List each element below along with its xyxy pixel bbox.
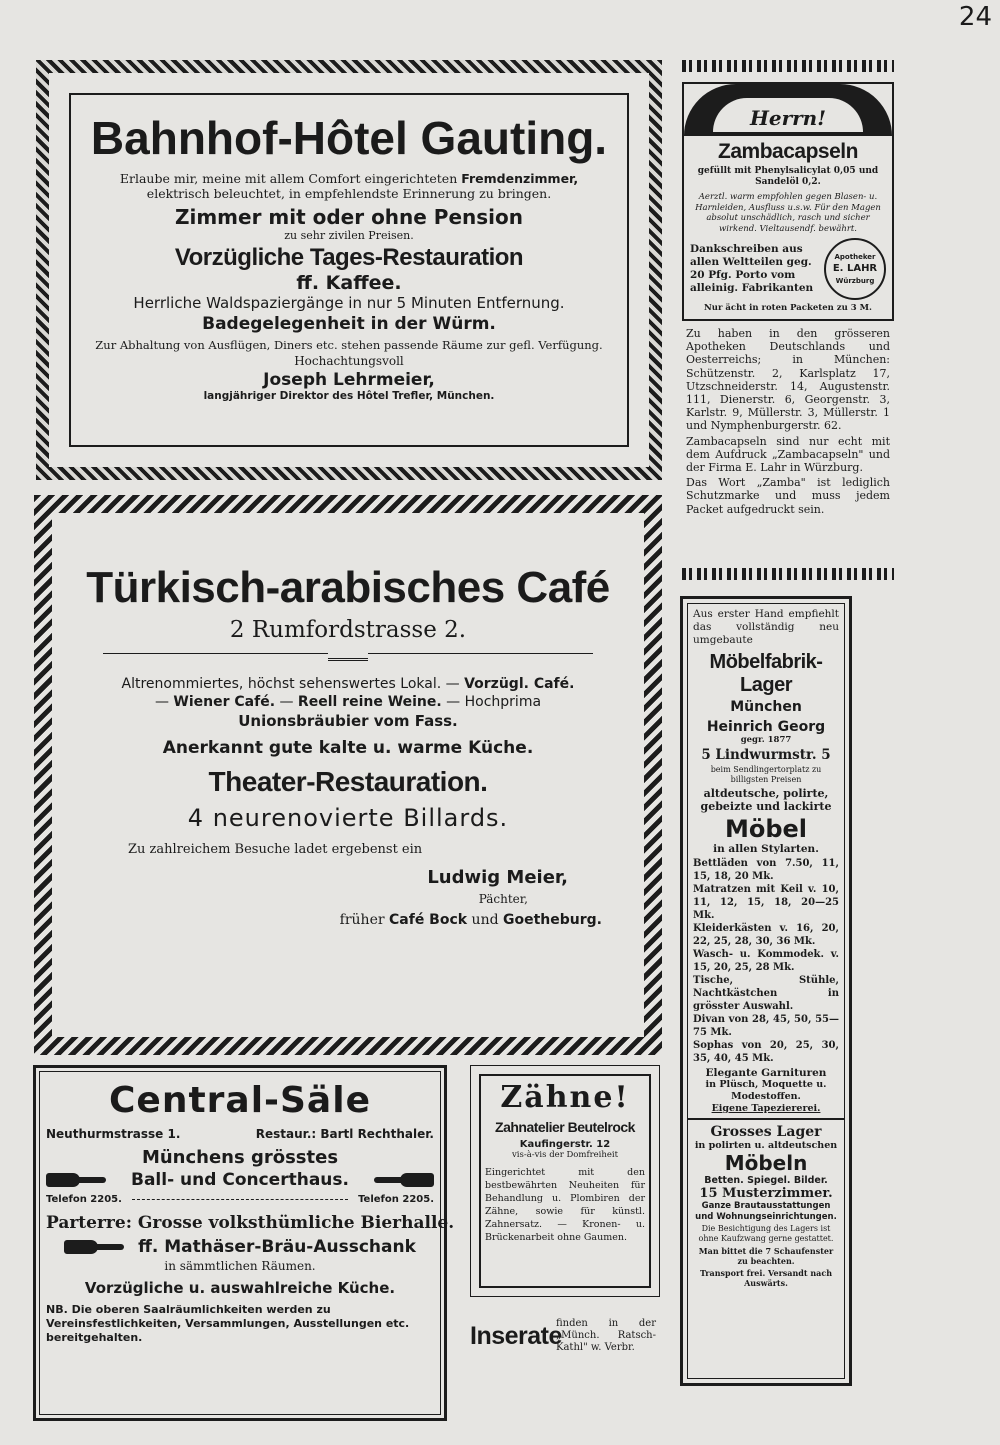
central-brew-row xyxy=(46,1237,434,1257)
furniture-plush: in Plüsch, Moquette u. Modestoffen. xyxy=(705,1079,827,1102)
pointing-hand-icon xyxy=(46,1170,106,1190)
cafe-line2-b: Wiener Café. xyxy=(173,694,276,710)
furniture-divider xyxy=(688,1118,844,1120)
central-slogan-row xyxy=(46,1170,434,1190)
page-number: 24 xyxy=(958,2,992,32)
central-phone-row xyxy=(46,1194,434,1205)
seal-line2: E. LAHR xyxy=(832,263,878,274)
cafe-former-prefix: früher xyxy=(339,912,385,928)
central-info-row xyxy=(46,1127,434,1141)
hotel-regards: Hochachtungsvoll xyxy=(294,354,404,368)
furniture-title2: Lager xyxy=(740,674,792,696)
furniture-owner: Heinrich Georg xyxy=(706,719,826,735)
cafe-line2 xyxy=(68,694,628,710)
furniture-items xyxy=(693,857,839,1065)
central-phone-left: Telefon 2205. xyxy=(46,1194,122,1205)
central-phone-right: Telefon 2205. xyxy=(358,1194,434,1205)
central-slogan2: Ball- und Concerthaus. xyxy=(131,1170,349,1190)
inserate-text: finden in der „Münch. Ratsch-Kathl" w. Verbr. xyxy=(556,1318,656,1353)
hotel-intro xyxy=(79,171,619,186)
furniture-location: beim Sendlingertorplatz zu billigsten Preisen xyxy=(710,765,822,784)
zamba-header: Herrn! xyxy=(749,106,826,130)
cafe-beer: Unionsbräubier vom Fass. xyxy=(238,712,458,730)
zamba-fill: gefüllt mit Phenylsalicylat 0,05 und Sandelöl 0,2. xyxy=(697,166,879,187)
dental-studio: Zahnatelier Beutelrock xyxy=(495,1119,635,1135)
hotel-excursions: Zur Abhaltung von Ausflügen, Diners etc. stehen passende Räume zur gefl. Verfügung. xyxy=(95,338,603,352)
furniture-item: Bettläden von 7.50, 11, 15, 18, 20 Mk. xyxy=(693,858,839,882)
central-title: Central-Säle xyxy=(109,1080,371,1121)
zamba-box xyxy=(682,82,894,321)
zamba-available: Zu haben in den grösseren Apotheken Deutschlands und Oesterreichs; in München: Schützenstr. 2, Karlsplatz 17, Utzschneiderstr. 14, Augustenstr. 111, Dienerstr. 6, Georgenstr. 3, Karlstr. 9, Müllerstr. 3, Müllerstr. 1 und Nymphenburgerstr. 62. xyxy=(686,327,890,433)
cafe-former xyxy=(68,912,628,928)
dental-text: Eingerichtet mit den bestbewährten Neuheiten für Behandlung u. Plombiren der Zähne, sowie für künstl. Zahnersatz. — Kronen- u. Brückenarbeit ohne Gaumen. xyxy=(485,1167,645,1243)
furniture-item: Kleiderkästen v. 16, 20, 22, 25, 28, 30, 36 Mk. xyxy=(693,923,839,947)
cafe-theater: Theater-Restauration. xyxy=(208,766,488,797)
furniture-item: Sophas von 20, 25, 30, 35, 40, 45 Mk. xyxy=(693,1040,839,1064)
furniture-big-stock: Grosses Lager xyxy=(710,1124,822,1140)
hotel-bathing: Badegelegenheit in der Würm. xyxy=(202,314,496,334)
furniture-founded: gegr. 1877 xyxy=(740,735,792,745)
zamba-note1: Zambacapseln sind nur echt mit dem Aufdruck „Zambacapseln" und der Firma E. Lahr in Würzburg. xyxy=(686,434,890,475)
hotel-walks: Herrliche Waldspaziergänge in nur 5 Minuten Entfernung. xyxy=(133,294,565,312)
cafe-invite: Zu zahlreichem Besuche ladet ergebenst ein xyxy=(128,842,423,857)
hotel-rooms: Zimmer mit oder ohne Pension xyxy=(174,205,524,229)
cafe-line2-c: — xyxy=(275,694,298,710)
central-parterre: Parterre: Grosse volksthümliche Bierhalle. xyxy=(46,1213,455,1233)
dental-ad xyxy=(470,1065,660,1297)
seal-line3: Würzburg xyxy=(835,277,875,285)
cafe-former-a: Café Bock xyxy=(389,912,468,928)
furniture-styles: altdeutsche, polirte, gebeizte und lackirte xyxy=(700,787,832,813)
furniture-all-styles: in allen Stylarten. xyxy=(713,843,819,855)
apothecary-seal xyxy=(824,238,886,300)
furniture-windows: Man bittet die 7 Schaufenster zu beachten. xyxy=(698,1246,834,1266)
furniture-transport: Transport frei. Versandt nach Auswärts. xyxy=(699,1268,833,1288)
cafe-line2-e: — Hochprima xyxy=(441,694,542,710)
hotel-owner: Joseph Lehrmeier, xyxy=(263,370,435,390)
divider-ornament xyxy=(328,648,368,661)
phone-divider xyxy=(132,1199,348,1200)
zamba-recommend: Aerztl. warm empfohlen gegen Blasen- u. Harnleiden, Ausfluss u.s.w. Für den Magen absolut unschädlich, rasch und sicher wirkend. Vieltausendf. bewährt. xyxy=(695,192,881,234)
cafe-line1-prefix: Altrenommiertes, höchst sehenswertes Lokal. — xyxy=(121,676,460,692)
hotel-prices: zu sehr zivilen Preisen. xyxy=(284,229,414,242)
cafe-title: Türkisch-arabisches Café xyxy=(86,563,610,612)
furniture-moebeln: Möbeln xyxy=(724,1151,808,1175)
pointing-hand-icon xyxy=(374,1170,434,1190)
zamba-genuine: Nur ächt in roten Packeten zu 3 M. xyxy=(704,303,872,313)
hotel-intro-bold: Fremdenzimmer, xyxy=(461,171,579,186)
cafe-former-mid: und xyxy=(471,912,499,928)
cafe-divider xyxy=(103,653,593,664)
hotel-ad xyxy=(36,60,662,480)
furniture-moebel: Möbel xyxy=(724,815,808,843)
furniture-address: 5 Lindwurmstr. 5 xyxy=(701,747,831,763)
cafe-ad xyxy=(34,495,662,1055)
central-rooms: in sämmtlichen Räumen. xyxy=(164,1259,316,1273)
cafe-ad-inner xyxy=(68,529,628,1021)
central-ad xyxy=(33,1065,455,1421)
furniture-polished: in polirten u. altdeutschen xyxy=(694,1140,838,1151)
cafe-kitchen: Anerkannt gute kalte u. warme Küche. xyxy=(162,738,534,758)
central-street: Neuthurmstrasse 1. xyxy=(46,1127,181,1141)
dental-title: Zähne! xyxy=(500,1080,630,1115)
central-kitchen: Vorzügliche u. auswahlreiche Küche. xyxy=(84,1279,396,1297)
hotel-owner-title: langjähriger Direktor des Hôtel Trefler, München. xyxy=(203,390,495,402)
cafe-former-b: Goetheburg. xyxy=(503,912,602,928)
dental-location: vis-à-vis der Domfreiheit xyxy=(511,1150,619,1160)
furniture-ad xyxy=(680,596,852,1386)
zamba-bottom-strip xyxy=(682,568,894,580)
dental-ad-frame xyxy=(479,1074,651,1288)
furniture-intro: Aus erster Hand empfiehlt das vollständig neu umgebaute xyxy=(693,608,839,646)
cafe-line1-bold: Vorzügl. Café. xyxy=(464,676,575,692)
furniture-item: Wasch- u. Kommodek. v. 15, 20, 25, 28 Mk. xyxy=(693,949,839,973)
central-slogan1: Münchens grösstes xyxy=(141,1147,339,1168)
zamba-banner-inner xyxy=(713,98,863,132)
furniture-rooms: 15 Musterzimmer. xyxy=(699,1186,833,1201)
zamba-banner xyxy=(684,84,892,136)
dental-street: Kaufingerstr. 12 xyxy=(519,1139,611,1150)
hotel-restaurant: Vorzügliche Tages-Restauration xyxy=(174,244,524,271)
cafe-address: 2 Rumfordstrasse 2. xyxy=(229,617,467,643)
pointing-hand-icon xyxy=(64,1237,124,1257)
furniture-upholstery: Eigene Tapeziererei. xyxy=(711,1103,821,1114)
zamba-title: Zambacapseln xyxy=(718,140,858,163)
central-note: NB. Die oberen Saalräumlichkeiten werden zu Vereinsfestlichkeiten, Versammlungen, Ausstellungen etc. bereitgehalten. xyxy=(46,1303,410,1344)
cafe-owner-role: Pächter, xyxy=(478,892,528,906)
furniture-item: Tische, Stühle, Nachtkästchen in grösster Auswahl. xyxy=(693,975,839,1012)
furniture-ad-frame xyxy=(687,603,845,1379)
furniture-beds: Betten. Spiegel. Bilder. xyxy=(704,1175,828,1186)
zamba-thanks: Dankschreiben aus allen Weltteilen geg. 20 Pfg. Porto vom alleinig. Fabrikanten xyxy=(690,243,814,294)
hotel-intro-line2: elektrisch beleuchtet, in empfehlendste Erinnerung zu bringen. xyxy=(146,186,552,201)
cafe-line1 xyxy=(68,676,628,692)
inserate-word: Inserate xyxy=(470,1321,562,1350)
central-restaurateur: Restaur.: Bartl Rechthaler. xyxy=(255,1127,434,1141)
zamba-note2: Das Wort „Zamba" ist lediglich Schutzmarke und muss jedem Packet aufgedruckt sein. xyxy=(686,476,890,516)
zamba-top-strip xyxy=(682,60,894,72)
hotel-title: Bahnhof-Hôtel Gauting. xyxy=(90,112,608,164)
cafe-line2-a: — xyxy=(154,694,174,710)
furniture-title1: Möbelfabrik- xyxy=(709,651,823,673)
cafe-billiards: 4 neurenovierte Billards. xyxy=(187,804,509,832)
furniture-garnituren: Elegante Garnituren xyxy=(705,1067,827,1079)
hotel-ad-frame xyxy=(69,93,629,447)
cafe-line2-d: Reell reine Weine. xyxy=(297,694,442,710)
hotel-coffee: ff. Kaffee. xyxy=(296,272,402,294)
furniture-visit: Die Besichtigung des Lagers ist ohne Kaufzwang gerne gestattet. xyxy=(698,1224,834,1243)
cafe-owner: Ludwig Meier, xyxy=(427,867,568,888)
furniture-city: München xyxy=(730,699,802,715)
furniture-item: Matratzen mit Keil v. 10, 11, 12, 15, 18, 20—25 Mk. xyxy=(693,884,839,921)
seal-line1: Apotheker xyxy=(834,253,876,261)
furniture-bride: Ganze Brautausstattungen und Wohnungseinrichtungen. xyxy=(695,1201,837,1222)
furniture-item: Divan von 28, 45, 50, 55—75 Mk. xyxy=(693,1014,839,1038)
hotel-intro-prefix: Erlaube mir, meine mit allem Comfort eingerichteten xyxy=(119,171,458,186)
zamba-ad xyxy=(682,60,894,580)
central-brew: ff. Mathäser-Bräu-Ausschank xyxy=(138,1237,416,1257)
central-ad-frame xyxy=(39,1071,455,1415)
zamba-thanks-row xyxy=(690,238,886,300)
inserate-ad xyxy=(470,1306,660,1366)
